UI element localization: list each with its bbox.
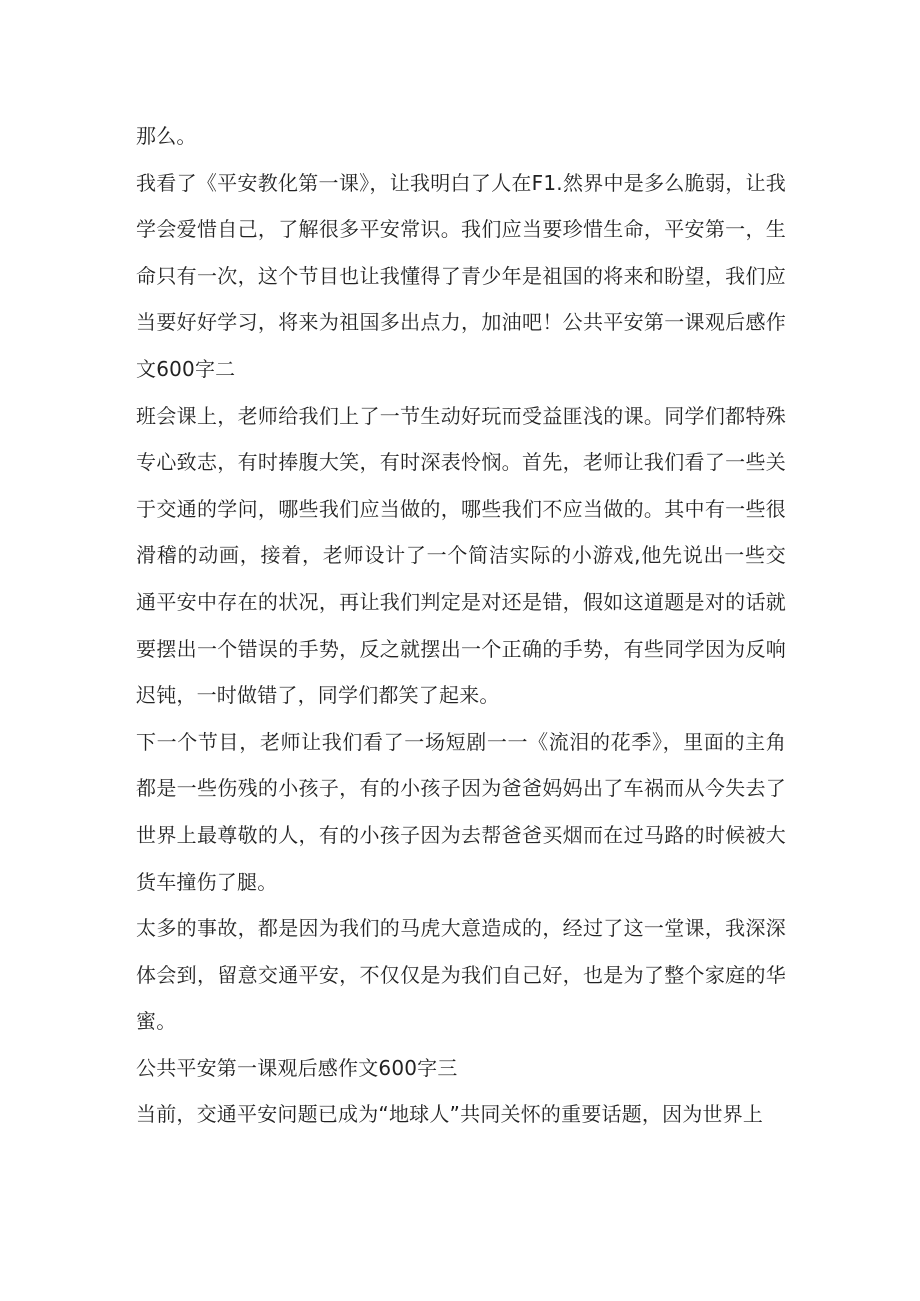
paragraph-safety-education: 我看了《平安教化第一课》，让我明白了人在F1.然界中是多么脆弱，让我学会爱惜自己，了解很多平安常识。我们应当要珍惜生命，平安第一，生命只有一次，这个节目也让我懂得了青少年是祖国的将来和盼望，我们应当要好好学习，将来为祖国多出点力，加油吧！公共平安第一课观后感作文600字二 (136, 170, 786, 381)
paragraph-continuation: 那么。 (136, 124, 197, 148)
paragraph-traffic-safety: 当前，交通平安问题已成为“地球人”共同关怀的重要话题，因为世界上 (136, 1102, 764, 1127)
section-heading: 公共平安第一课观后感作文600字三 (136, 1055, 458, 1080)
paragraph-short-play: 下一个节目，老师让我们看了一场短剧一一《流泪的花季》，里面的主角都是一些伤残的小孩子，有的小孩子因为爸爸妈妈出了车祸而从今失去了世界上最尊敬的人，有的小孩子因为去帮爸爸买烟而在过马路的时候被大货车撞伤了腿。 (136, 729, 786, 894)
paragraph-accidents: 太多的事故，都是因为我们的马虎大意造成的，经过了这一堂课，我深深体会到，留意交通平安，不仅仅是为我们自己好，也是为了整个家庭的华蜜。 (136, 916, 786, 1034)
paragraph-class-meeting: 班会课上，老师给我们上了一节生动好玩而受益匪浅的课。同学们都特殊专心致志，有时捧腹大笑，有时深表怜悯。首先，老师让我们看了一些关于交通的学问，哪些我们应当做的，哪些我们不应当做的。其中有一些很滑稽的动画，接着，老师设计了一个简洁实际的小游戏,他先说出一些交通平安中存在的状况，再让我们判定是对还是错，假如这道题是对的话就要摆出一个错误的手势，反之就摆出一个正确的手势，有些同学因为反响迟钝，一时做错了，同学们都笑了起来。 (136, 403, 786, 708)
document-body (136, 113, 786, 1138)
